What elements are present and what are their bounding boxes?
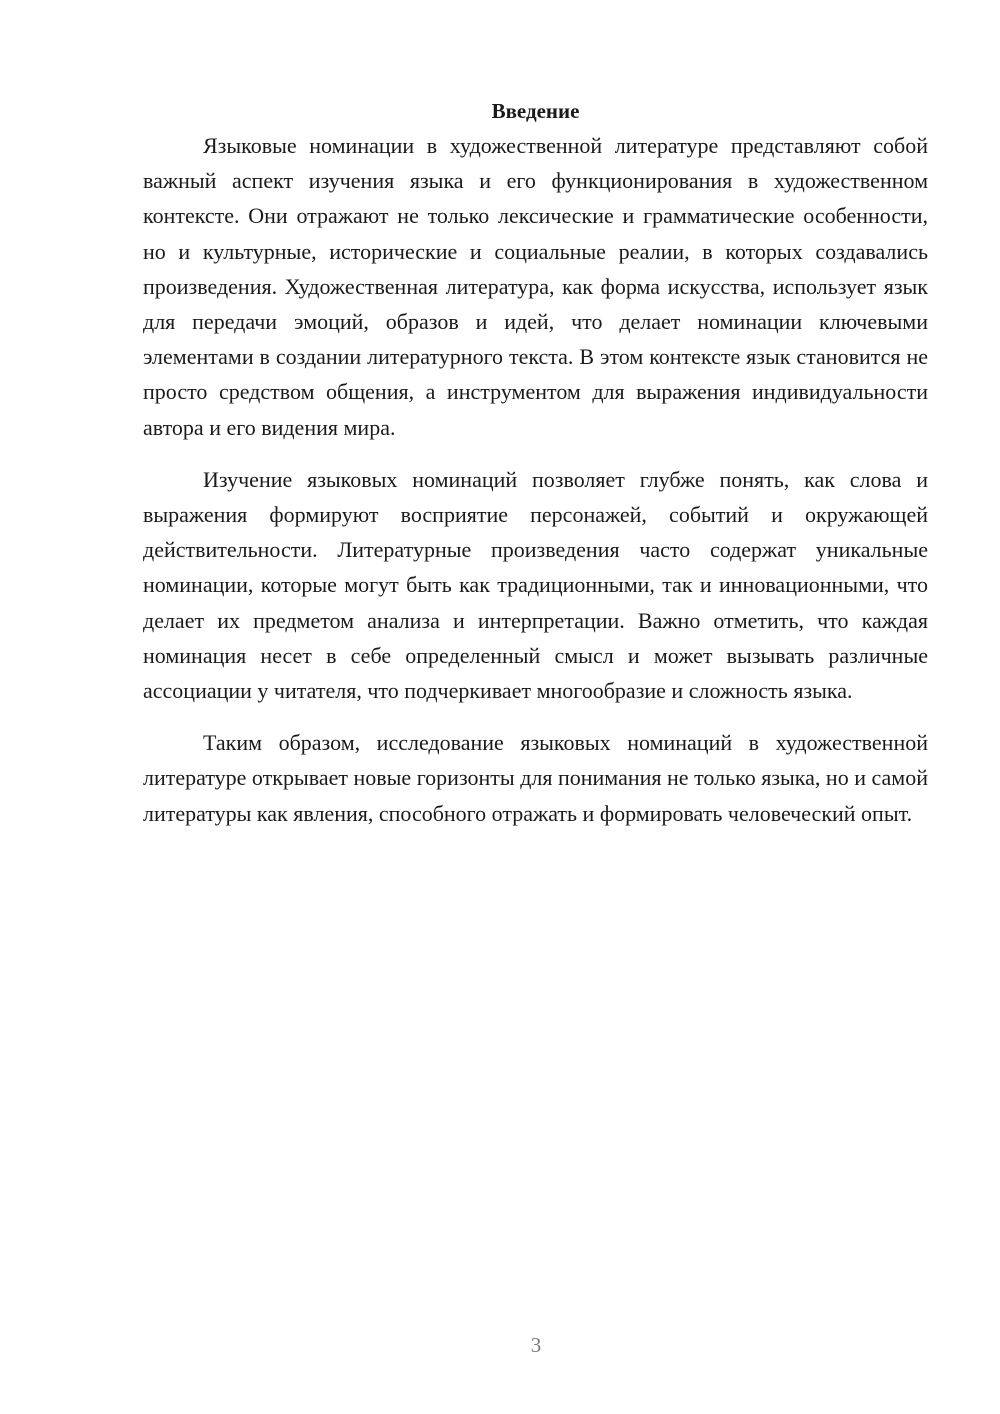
page-number: 3: [530, 1333, 542, 1357]
page-content: [143, 96, 928, 831]
section-title: Введение: [491, 99, 580, 123]
paragraph-1: Языковые номинации в художественной литературе представляют собой важный аспект изучения языка и его функционирования в художественном контексте. Они отражают не только лексические и грамматические особенности, но и культурные, исторические и социальные реалии, в которых создавались произведения. Художественная литература, как форма искусства, использует язык для передачи эмоций, образов и идей, что делает номинации ключевыми элементами в создании литературного текста. В этом контексте язык становится не просто средством общения, а инструментом для выражения индивидуальности автора и его видения мира.: [143, 133, 928, 440]
paragraph-2: Изучение языковых номинаций позволяет глубже понять, как слова и выражения формируют восприятие персонажей, событий и окружающей действительности. Литературные произведения часто содержат уникальные номинации, которые могут быть как традиционными, так и инновационными, что делает их предметом анализа и интерпретации. Важно отметить, что каждая номинация несет в себе определенный смысл и может вызывать различные ассоциации у читателя, что подчеркивает многообразие и сложность языка.: [143, 466, 928, 704]
paragraph-3: Таким образом, исследование языковых номинаций в художественной литературе открывает новые горизонты для понимания не только языка, но и самой литературы как явления, способного отражать и формировать человеческий опыт.: [143, 730, 928, 826]
